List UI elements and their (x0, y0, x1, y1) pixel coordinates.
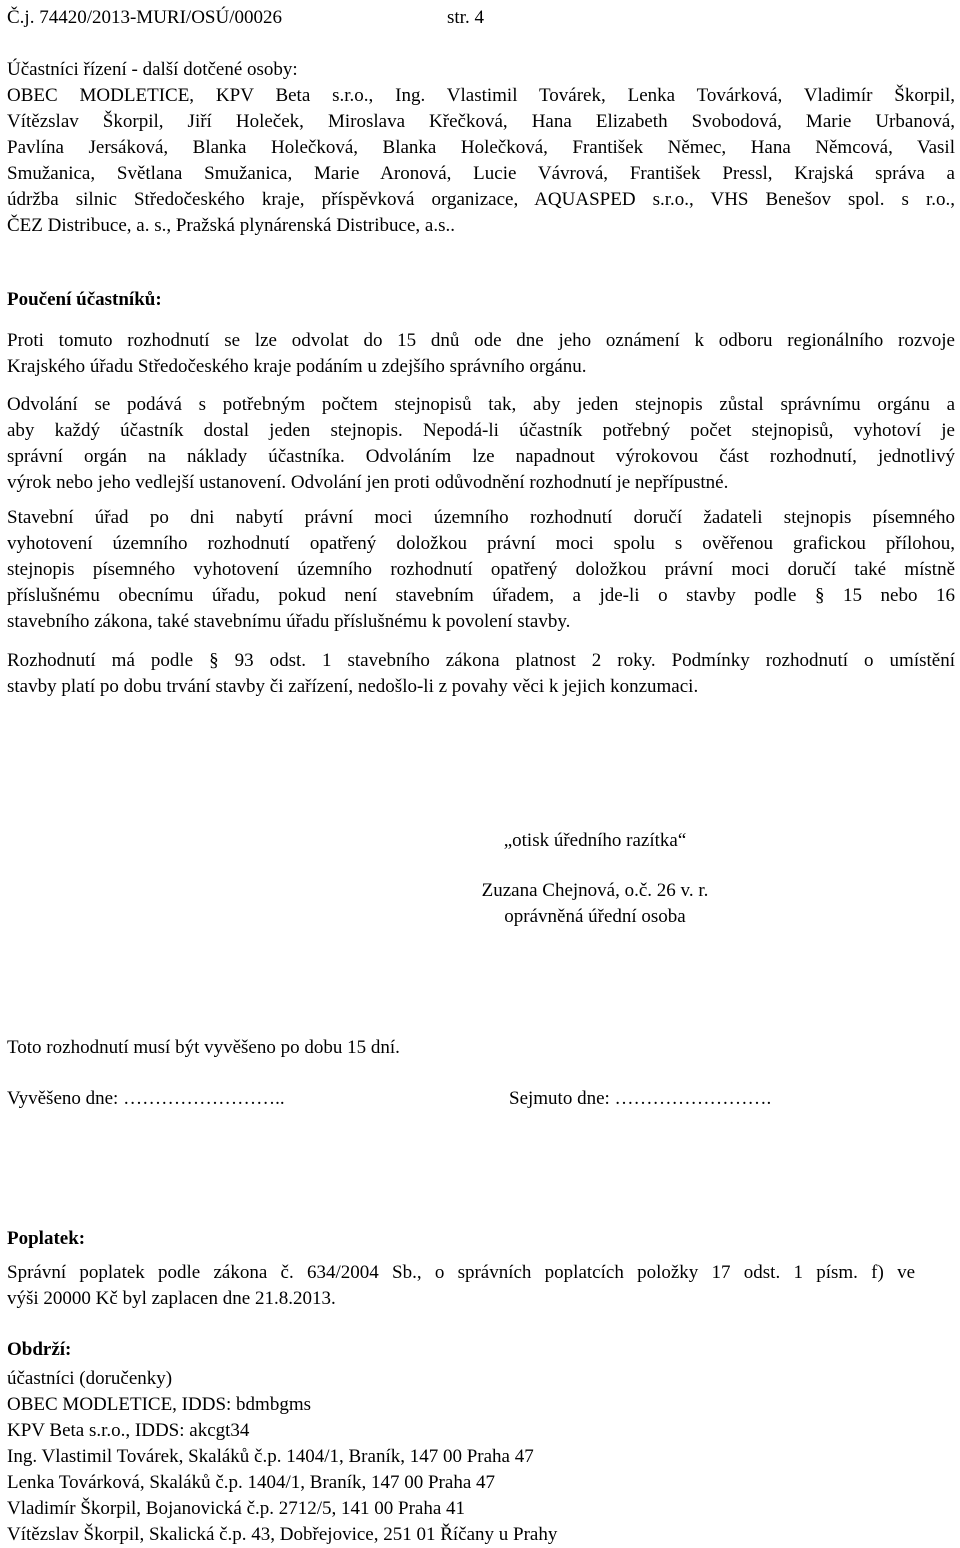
recipients-heading: Obdrží: (7, 1339, 72, 1360)
recipient-item: účastníci (doručenky) (7, 1368, 173, 1389)
participants-line: Pavlína Jersáková, Blanka Holečková, Blanka Holečková, František Němec, Hana Němcová, Vasil (7, 137, 955, 158)
paragraph-line: Odvolání se podává s potřebným počtem stejnopisů tak, aby jeden stejnopis zůstal správnímu orgánu a (7, 394, 955, 415)
recipient-item: Vítězslav Škorpil, Skalická č.p. 43, Dobřejovice, 251 01 Říčany u Prahy (7, 1524, 558, 1545)
participants-list (7, 83, 955, 239)
removed-date-field: Sejmuto dne: ……………………. (509, 1088, 772, 1109)
official-role: oprávněná úřední osoba (504, 906, 686, 927)
document-reference: Č.j. 74420/2013-MURI/OSÚ/00026 (7, 7, 282, 28)
page-number: str. 4 (447, 7, 484, 28)
fee-line: Správní poplatek podle zákona č. 634/2004 Sb., o správních poplatcích položky 17 odst. 1 písm. f) ve (7, 1262, 915, 1283)
recipient-item: Ing. Vlastimil Továrek, Skaláků č.p. 1404/1, Braník, 147 00 Praha 47 (7, 1446, 534, 1467)
stamp-placeholder: „otisk úředního razítka“ (503, 830, 687, 851)
participants-line: Smužanica, Světlana Smužanica, Marie Aronová, Lucie Vávrová, František Pressl, Krajská správa a (7, 163, 955, 184)
paragraph-line: výrok nebo jeho vedlejší ustanovení. Odvolání jen proti odůvodnění rozhodnutí je nepřípustné. (7, 472, 729, 493)
recipient-item: Lenka Továrková, Skaláků č.p. 1404/1, Braník, 147 00 Praha 47 (7, 1472, 495, 1493)
instruction-heading: Poučení účastníků: (7, 289, 162, 310)
participants-line: Vítězslav Škorpil, Jiří Holeček, Miroslava Křečková, Hana Elizabeth Svobodová, Marie Urbanová, (7, 111, 955, 132)
paragraph-line: stejnopis písemného vyhotovení územního rozhodnutí opatřený doložkou právní moci doručí také místně (7, 559, 955, 580)
paragraph-line: Proti tomuto rozhodnutí se lze odvolat do 15 dnů ode dne jeho oznámení k odboru regionálního rozvoje (7, 330, 955, 351)
participants-heading: Účastníci řízení - další dotčené osoby: (7, 59, 298, 80)
instruction-paragraph-validity (7, 648, 955, 700)
paragraph-line: stavby platí po dobu trvání stavby či zařízení, nedošlo-li z povahy věci k jejich konzumaci. (7, 676, 699, 697)
participants-line: ČEZ Distribuce, a. s., Pražská plynárenská Distribuce, a.s.. (7, 215, 455, 236)
paragraph-line: aby každý účastník dostal jeden stejnopis. Nepodá-li účastník potřebný počet stejnopisů, vyhotoví je (7, 420, 955, 441)
paragraph-line: Krajského úřadu Středočeského kraje podáním u zdejšího správního orgánu. (7, 356, 587, 377)
recipients-list (7, 1366, 557, 1548)
paragraph-line: příslušnému obecnímu úřadu, pokud není stavebním úřadem, a jde-li o stavby podle § 15 nebo 16 (7, 585, 955, 606)
paragraph-line: správní orgán na náklady účastníka. Odvoláním lze napadnout výrokovou část rozhodnutí, jednotlivý (7, 446, 955, 467)
paragraph-line: stavebního zákona, také stavebnímu úřadu příslušnému k povolení stavby. (7, 611, 571, 632)
fee-heading: Poplatek: (7, 1228, 86, 1249)
participants-line: OBEC MODLETICE, KPV Beta s.r.o., Ing. Vlastimil Továrek, Lenka Továrková, Vladimír Škorpil, (7, 85, 955, 106)
participants-line: údržba silnic Středočeského kraje, příspěvková organizace, AQUASPED s.r.o., VHS Benešov spol. s r.o., (7, 189, 955, 210)
paragraph-line: Stavební úřad po dni nabytí právní moci územního rozhodnutí doručí žadateli stejnopis písemného (7, 507, 955, 528)
instruction-paragraph-delivery (7, 505, 955, 635)
paragraph-line: vyhotovení územního rozhodnutí opatřený doložkou právní moci spolu s ověřenou grafickou přílohou, (7, 533, 955, 554)
posting-notice: Toto rozhodnutí musí být vyvěšeno po dobu 15 dní. (7, 1037, 400, 1058)
recipient-item: Vladimír Škorpil, Bojanovická č.p. 2712/5, 141 00 Praha 41 (7, 1498, 466, 1519)
fee-line: výši 20000 Kč byl zaplacen dne 21.8.2013. (7, 1288, 336, 1309)
instruction-paragraph-copies (7, 392, 955, 496)
recipient-item: KPV Beta s.r.o., IDDS: akcgt34 (7, 1420, 250, 1441)
posted-date-field: Vyvěšeno dne: …………………….. (7, 1088, 285, 1109)
paragraph-line: Rozhodnutí má podle § 93 odst. 1 stavebního zákona platnost 2 roky. Podmínky rozhodnutí o umístění (7, 650, 955, 671)
recipient-item: OBEC MODLETICE, IDDS: bdmbgms (7, 1394, 311, 1415)
official-name: Zuzana Chejnová, o.č. 26 v. r. (481, 880, 709, 901)
instruction-paragraph-appeal (7, 328, 955, 380)
fee-text (7, 1260, 915, 1312)
